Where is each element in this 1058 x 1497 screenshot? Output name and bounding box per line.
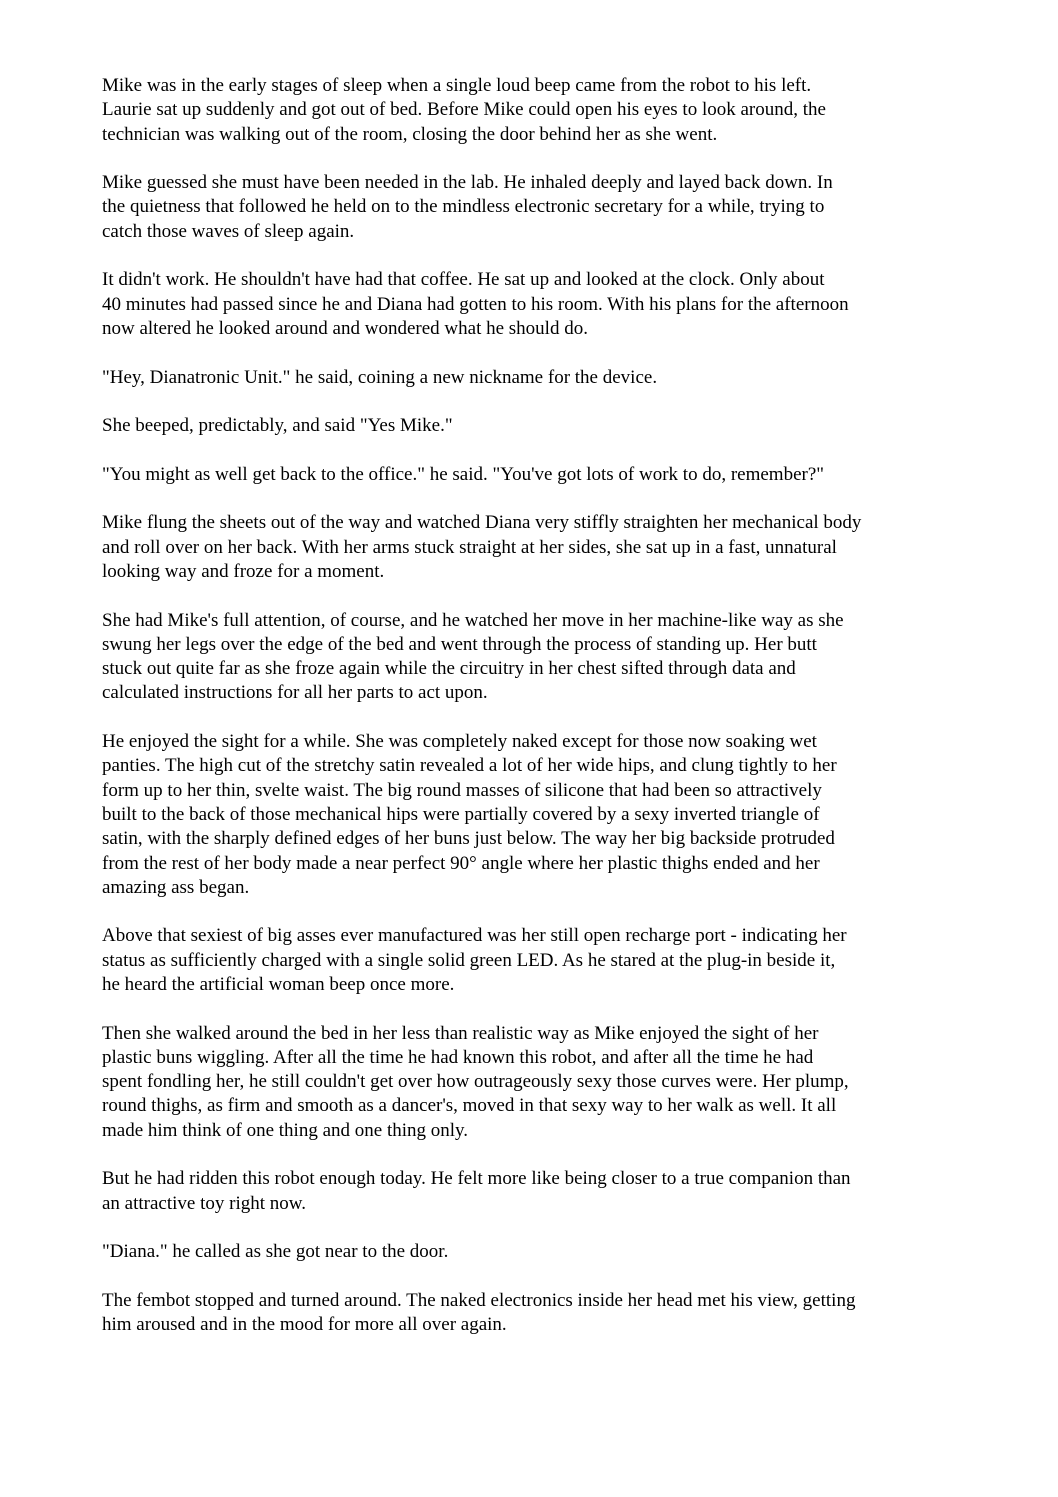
text-line: Mike was in the early stages of sleep when a single loud beep came from the robot to his left.: [102, 75, 812, 96]
text-line: him aroused and in the mood for more all over again.: [102, 1314, 507, 1336]
text-line: Mike guessed she must have been needed in the lab. He inhaled deeply and layed back down. In: [102, 172, 833, 194]
text-line: an attractive toy right now.: [102, 1192, 307, 1214]
text-line: panties. The high cut of the stretchy satin revealed a lot of her wide hips, and clung tightly to her: [102, 755, 837, 777]
text-line: now altered he looked around and wondered what he should do.: [102, 317, 588, 339]
text-line: made him think of one thing and one thing only.: [102, 1119, 469, 1141]
paragraph-6: [102, 463, 972, 487]
text-line: It didn't work. He shouldn't have had that coffee. He sat up and looked at the clock. Only about: [102, 269, 825, 291]
text-line: and roll over on her back. With her arms stuck straight at her sides, she sat up in a fast, unnatural: [102, 536, 837, 558]
paragraph-7: [102, 511, 972, 584]
text-line: catch those waves of sleep again.: [102, 220, 355, 242]
text-line: Mike flung the sheets out of the way and watched Diana very stiffly straighten her mechanical body: [102, 512, 862, 534]
text-line: Laurie sat up suddenly and got out of bed. Before Mike could open his eyes to look around, the: [102, 99, 826, 121]
text-line: He enjoyed the sight for a while. She was completely naked except for those now soaking wet: [102, 731, 817, 753]
text-line: satin, with the sharply defined edges of her buns just below. The way her big backside protruded: [102, 828, 835, 850]
text-line: But he had ridden this robot enough today. He felt more like being closer to a true companion than: [102, 1168, 851, 1190]
text-line: the quietness that followed he held on to the mindless electronic secretary for a while, trying to: [102, 196, 825, 218]
paragraph-11: [102, 1022, 972, 1143]
text-line: Then she walked around the bed in her less than realistic way as Mike enjoyed the sight of her: [102, 1022, 819, 1044]
text-line: stuck out quite far as she froze again while the circuitry in her chest sifted through data and: [102, 658, 796, 680]
paragraph-3: [102, 268, 972, 341]
text-line: Above that sexiest of big asses ever manufactured was her still open recharge port - indicating her: [102, 925, 847, 947]
text-line: The fembot stopped and turned around. The naked electronics inside her head met his view, getting: [102, 1289, 856, 1311]
text-line: status as sufficiently charged with a single solid green LED. As he stared at the plug-in beside it,: [102, 949, 836, 971]
text-line: round thighs, as firm and smooth as a dancer's, moved in that sexy way to her walk as well. It all: [102, 1095, 837, 1117]
text-line: form up to her thin, svelte waist. The big round masses of silicone that had been so attractively: [102, 779, 822, 801]
text-line: swung her legs over the edge of the bed and went through the process of standing up. Her butt: [102, 633, 817, 655]
text-line: "Diana." he called as she got near to the door.: [102, 1241, 449, 1263]
paragraph-5: [102, 414, 972, 438]
paragraph-8: [102, 609, 972, 706]
text-line: he heard the artificial woman beep once more.: [102, 973, 455, 995]
story-text: [102, 74, 972, 1362]
paragraph-12: [102, 1167, 972, 1216]
text-line: amazing ass began.: [102, 876, 250, 898]
text-line: technician was walking out of the room, closing the door behind her as she went.: [102, 123, 718, 145]
paragraph-1: [102, 74, 972, 147]
text-line: She had Mike's full attention, of course, and he watched her move in her machine-like way as she: [102, 609, 844, 631]
paragraph-14: [102, 1289, 972, 1338]
paragraph-2: [102, 171, 972, 244]
text-line: "Hey, Dianatronic Unit." he said, coining a new nickname for the device.: [102, 366, 658, 388]
text-line: calculated instructions for all her parts to act upon.: [102, 682, 488, 704]
text-line: built to the back of those mechanical hips were partially covered by a sexy inverted triangle of: [102, 803, 820, 825]
text-line: 40 minutes had passed since he and Diana had gotten to his room. With his plans for the afternoon: [102, 293, 849, 315]
text-line: She beeped, predictably, and said "Yes Mike.": [102, 415, 453, 437]
text-line: plastic buns wiggling. After all the time he had known this robot, and after all the time he had: [102, 1046, 814, 1068]
paragraph-9: [102, 730, 972, 900]
text-line: spent fondling her, he still couldn't get over how outrageously sexy those curves were. Her plump,: [102, 1071, 849, 1093]
paragraph-10: [102, 924, 972, 997]
text-line: from the rest of her body made a near perfect 90° angle where her plastic thighs ended and her: [102, 852, 820, 874]
paragraph-13: [102, 1240, 972, 1264]
paragraph-4: [102, 366, 972, 390]
text-line: "You might as well get back to the office." he said. "You've got lots of work to do, remember?": [102, 463, 825, 485]
text-line: looking way and froze for a moment.: [102, 560, 385, 582]
